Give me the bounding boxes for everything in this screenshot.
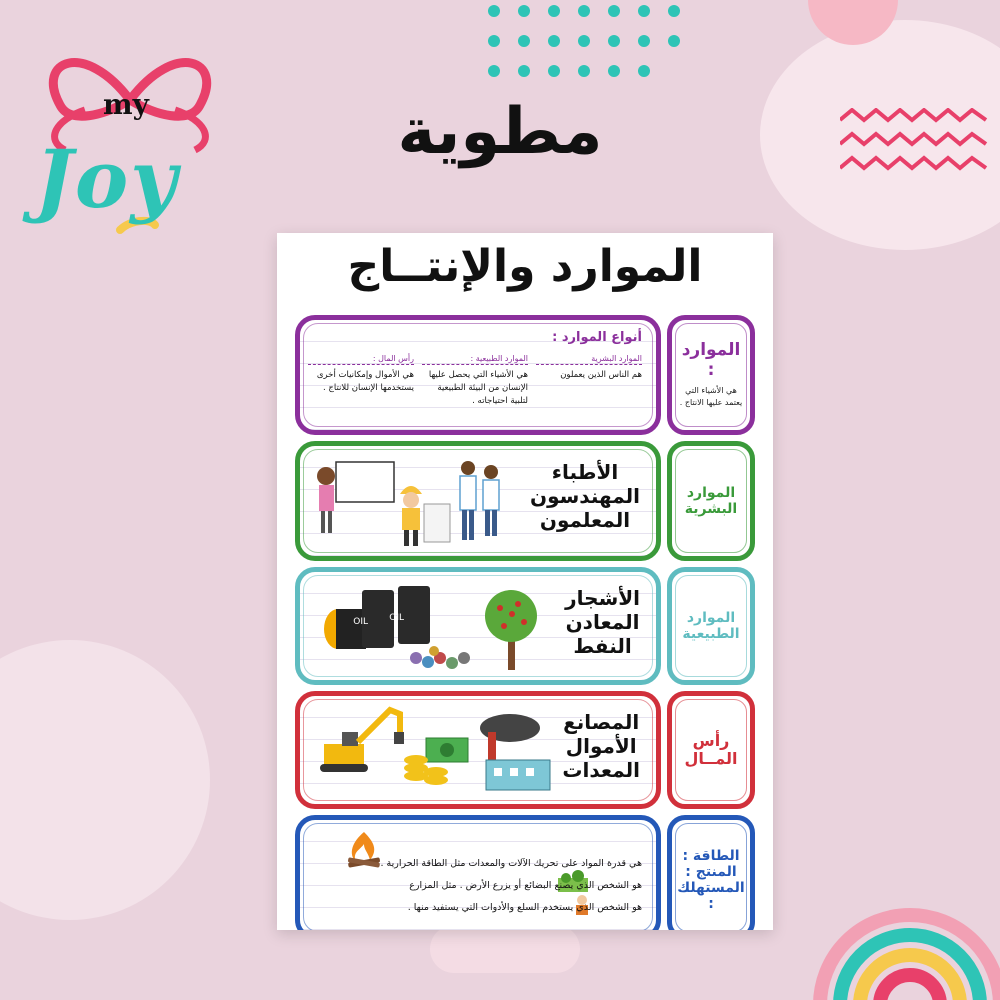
resources-types-box [295, 315, 661, 435]
word-doctors: الأطباء [551, 460, 619, 484]
energy-label: الطاقة : [682, 848, 740, 864]
type-human-body: هم الناس الذين يعملون [560, 370, 642, 380]
capital-row [295, 691, 755, 809]
word-minerals: المعادن [565, 610, 640, 634]
energy-label-box [667, 815, 755, 930]
producer-label: المنتج : [685, 864, 737, 881]
natural-label: الموارد الطبيعية [682, 609, 740, 642]
capital-word-list [562, 710, 640, 782]
word-teachers: المعلمون [539, 508, 631, 532]
word-trees: الأشجار [565, 586, 640, 610]
word-money: الأموال [565, 734, 637, 758]
decor-dot [638, 35, 650, 47]
foldable-sheet [277, 233, 773, 930]
word-engineers: المهندسون [530, 484, 640, 508]
decor-dot [668, 5, 680, 17]
type-capital-column [308, 354, 414, 395]
professionals-illustration [308, 456, 508, 551]
human-examples-box [295, 441, 661, 561]
energy-producer-consumer-row [295, 815, 755, 930]
decor-dot [638, 65, 650, 77]
word-factories: المصانع [563, 710, 640, 734]
decor-dot [488, 65, 500, 77]
decor-dot [548, 65, 560, 77]
capital-label: رأس المــال [684, 730, 738, 768]
human-label: الموارد البشرية [684, 484, 738, 517]
type-human-head: الموارد البشرية [536, 354, 642, 365]
oil-minerals-tree-illustration [318, 584, 558, 674]
type-human-column [536, 354, 642, 382]
capital-examples-box [295, 691, 661, 809]
decor-dot [638, 5, 650, 17]
sheet-title: الموارد والإنتــاج [347, 241, 703, 292]
human-resources-row [295, 441, 755, 561]
logo-joy-text: Joy [35, 132, 179, 226]
natural-resources-row [295, 567, 755, 685]
dots-decoration [488, 5, 678, 90]
rainbow-decoration [810, 905, 1000, 1000]
logo-my-text: my [103, 88, 149, 121]
type-natural-column [422, 354, 528, 409]
word-equipment: المعدات [562, 758, 640, 782]
background-blob-left [0, 640, 210, 920]
word-oil: النفط [573, 634, 632, 658]
bottom-blob-decoration [430, 925, 580, 973]
energy-definition: هي قدرة المواد على تحريك الآلات والمعدات مثل الطاقة الحرارية . [380, 858, 642, 869]
type-natural-body: هي الأشياء التي يحصل عليها الإنسان من البيئة الطبيعية لتلبية احتياجاته . [428, 370, 528, 407]
decor-dot [578, 5, 590, 17]
consumer-definition: هو الشخص الذي يستخدم السلع والأدوات التي يستفيد منها . [407, 902, 642, 913]
decor-dot [488, 5, 500, 17]
excavator-money-factory-illustration [310, 702, 560, 802]
decor-dot [608, 35, 620, 47]
page-title: مطوية [397, 95, 603, 169]
decor-dot [608, 65, 620, 77]
resource-types-title: أنواع الموارد : [552, 330, 642, 345]
barrel-label-2: OIL [389, 613, 404, 623]
decor-dot [608, 5, 620, 17]
resources-label: الموارد : [681, 340, 741, 380]
natural-label-box [667, 567, 755, 685]
consumer-label: المستهلك : [677, 880, 745, 913]
resources-label-box [667, 315, 755, 435]
decor-dot [668, 35, 680, 47]
resources-row [295, 315, 755, 435]
campfire-icon [344, 830, 384, 870]
barrel-label-1: OIL [353, 617, 368, 627]
producer-definition: هو الشخص الذي يصنع البضائع أو يزرع الأرض . مثل المزارع [409, 880, 642, 891]
type-capital-head: رأس المال : [308, 354, 414, 365]
human-label-box [667, 441, 755, 561]
natural-examples-box [295, 567, 661, 685]
energy-definitions-box [295, 815, 661, 930]
capital-label-box [667, 691, 755, 809]
resources-definition: هي الأشياء التي يعتمد عليها الانتاج . [679, 385, 743, 407]
decor-dot [518, 35, 530, 47]
decor-dot [578, 35, 590, 47]
decor-dot [518, 5, 530, 17]
decor-dot [518, 65, 530, 77]
decor-dot [548, 35, 560, 47]
decor-dot [488, 35, 500, 47]
type-natural-head: الموارد الطبيعية : [422, 354, 528, 365]
natural-word-list [565, 586, 640, 658]
decor-dot [548, 5, 560, 17]
decor-dot [578, 65, 590, 77]
type-capital-body: هي الأموال وإمكانيات أخرى يستخدمها الإنسان للانتاج . [316, 370, 414, 394]
human-word-list [530, 460, 640, 532]
